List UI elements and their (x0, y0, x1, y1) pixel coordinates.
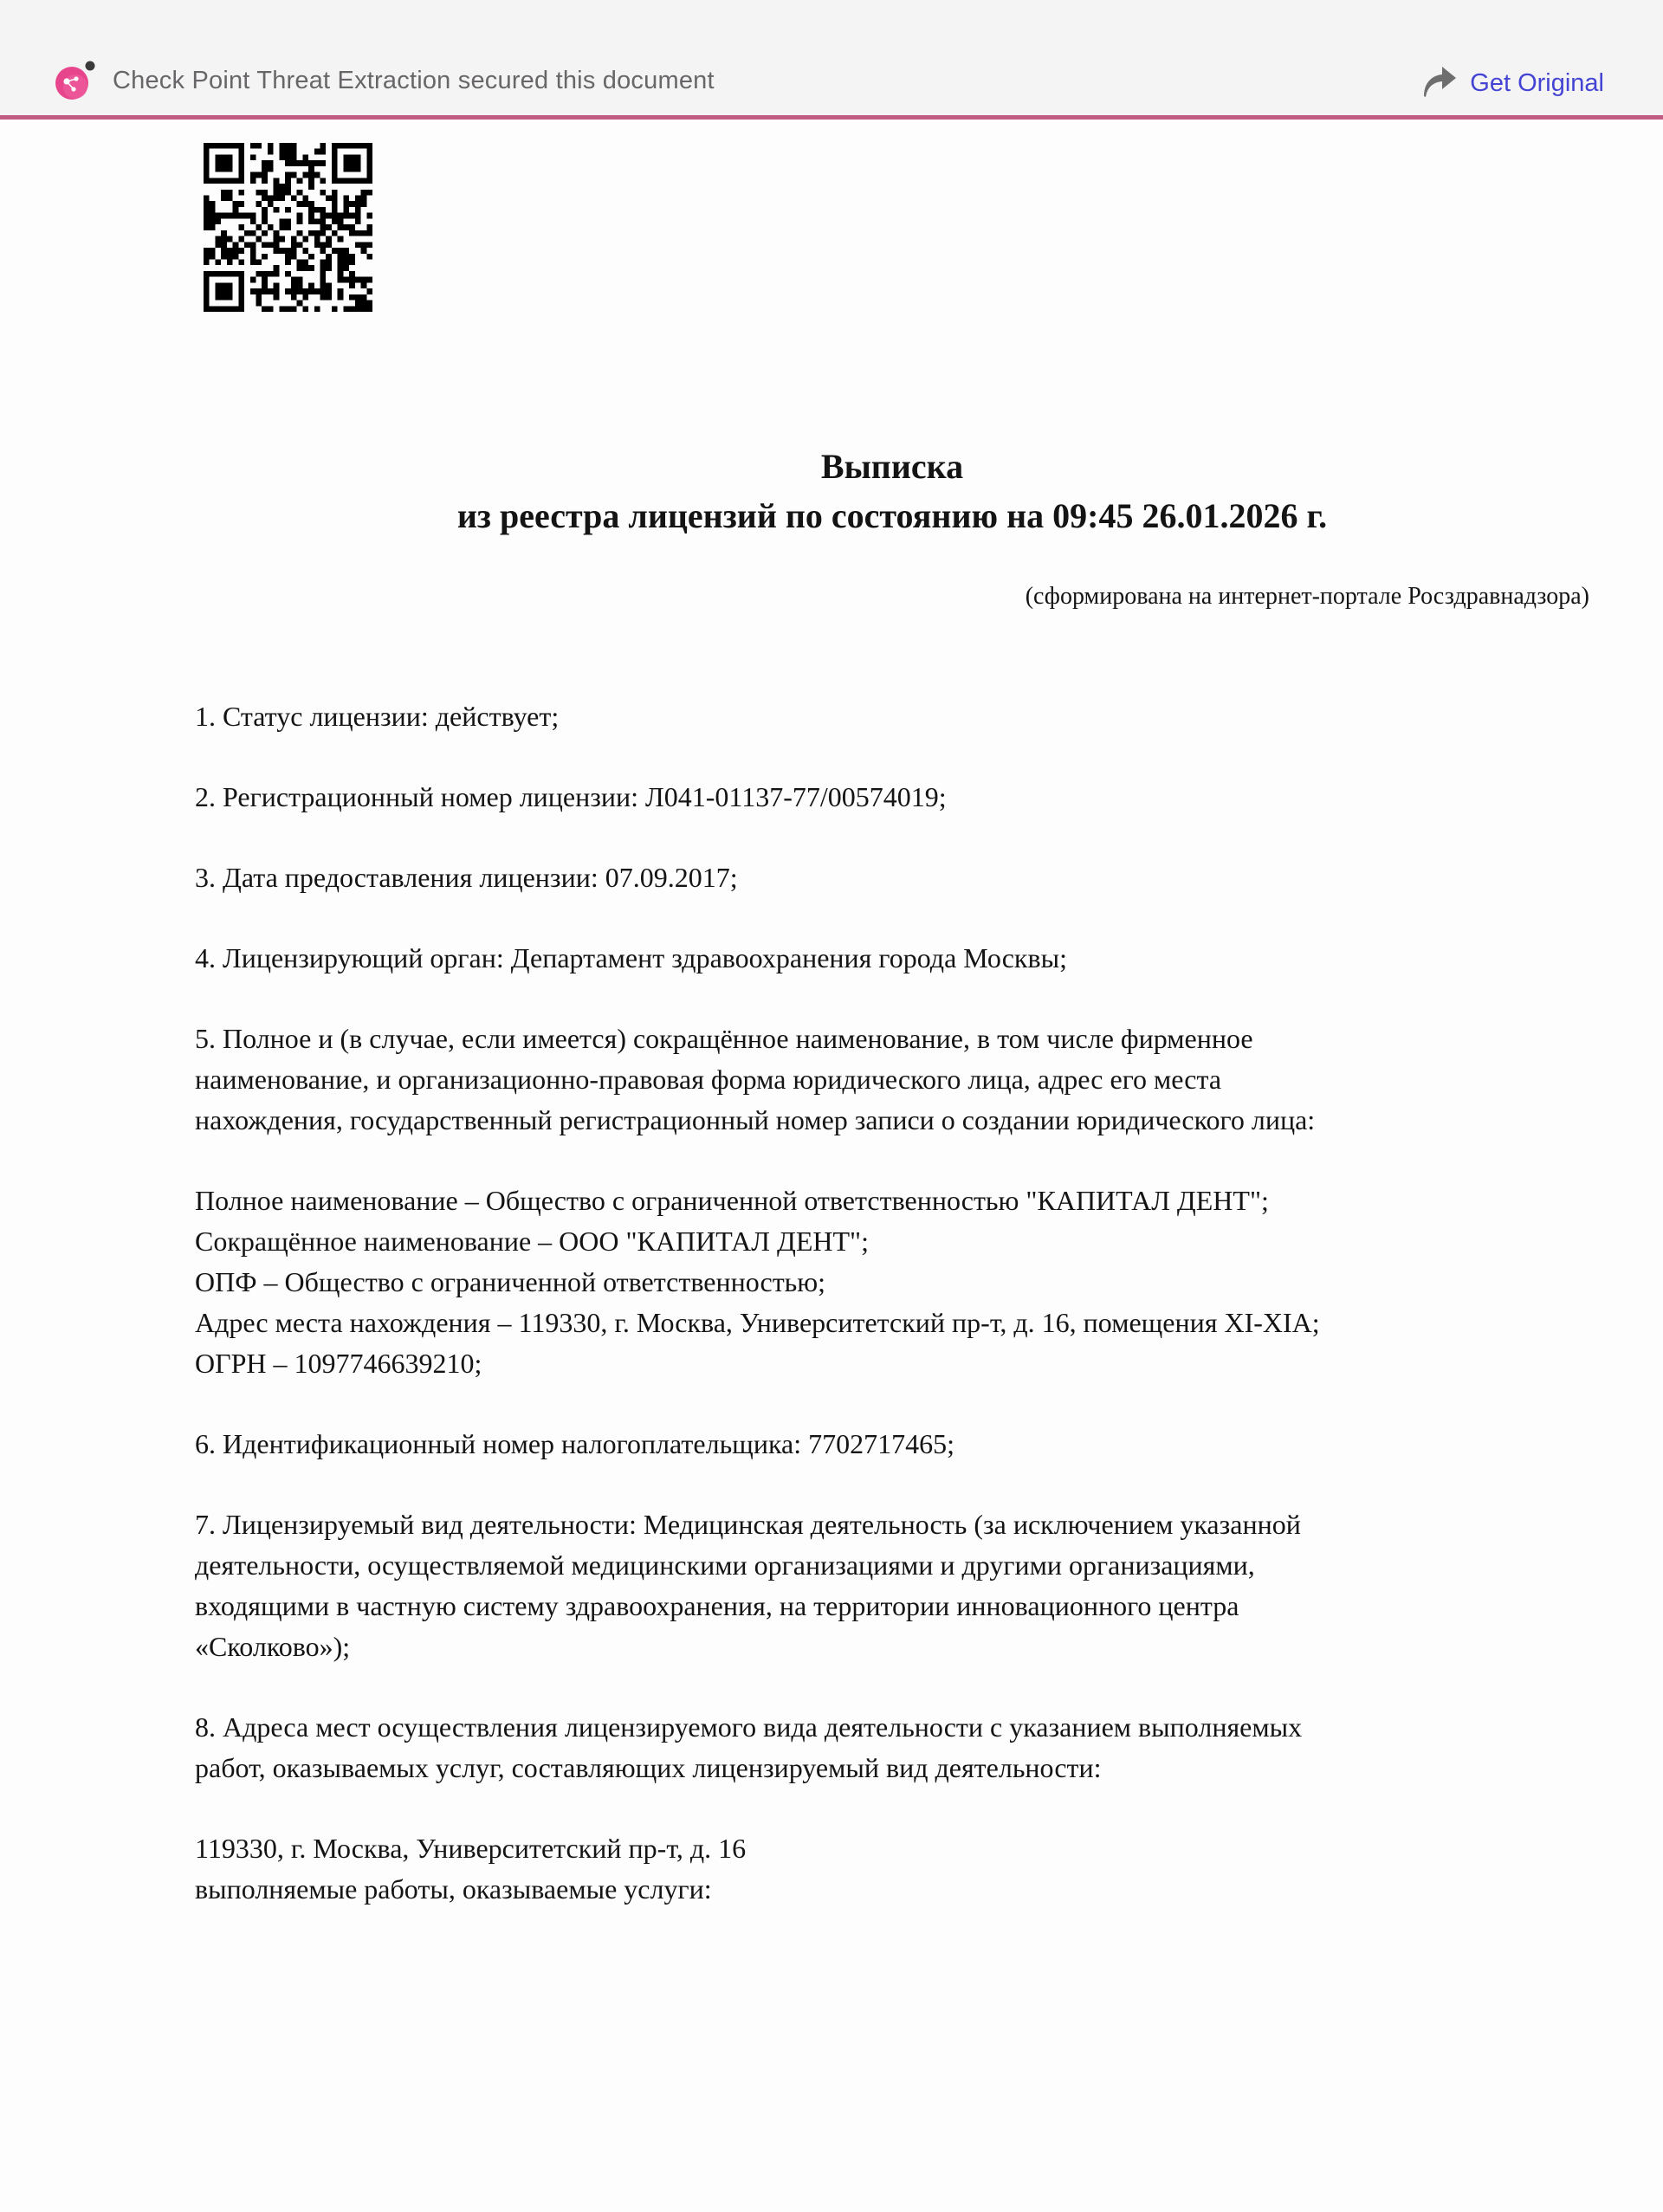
paragraph-line: 3. Дата предоставления лицензии: 07.09.2017; (195, 862, 738, 893)
paragraph-line: Полное наименование – Общество с ограниченной ответственностью "КАПИТАЛ ДЕНТ"; (195, 1185, 1269, 1216)
document-paragraph (195, 1019, 1663, 1141)
paragraph-line: наименование, и организационно-правовая форма юридического лица, адрес его места (195, 1064, 1222, 1095)
paragraph-line: ОПФ – Общество с ограниченной ответственностью; (195, 1266, 826, 1297)
paragraph-line: Сокращённое наименование – ООО "КАПИТАЛ ДЕНТ"; (195, 1226, 869, 1257)
document-paragraph (195, 777, 1663, 818)
paragraph-line: работ, оказываемых услуг, составляющих лицензируемый вид деятельности: (195, 1752, 1102, 1783)
paragraph-line: Адрес места нахождения – 119330, г. Москва, Университетский пр-т, д. 16, помещения XI-XIA; (195, 1307, 1320, 1338)
document-title (195, 442, 1589, 540)
paragraph-line: 7. Лицензируемый вид деятельности: Медицинская деятельность (за исключением указанной (195, 1509, 1301, 1540)
document-title-line1: Выписка (820, 447, 964, 486)
check-point-logo-icon (52, 58, 97, 103)
document-paragraph (195, 938, 1663, 979)
document-paragraph (195, 696, 1663, 737)
paragraph-line: 1. Статус лицензии: действует; (195, 701, 560, 732)
qr-code (204, 143, 372, 312)
get-original-link[interactable] (1420, 64, 1604, 103)
share-arrow-icon (1420, 64, 1458, 103)
paragraph-line: выполняемые работы, оказываемые услуги: (195, 1873, 712, 1905)
paragraph-line: нахождения, государственный регистрационный номер записи о создании юридического лица: (195, 1104, 1316, 1135)
get-original-label: Get Original (1470, 69, 1604, 97)
paragraph-line: входящими в частную систему здравоохранения, на территории инновационного центра (195, 1590, 1239, 1621)
paragraph-line: 2. Регистрационный номер лицензии: Л041-01137-77/00574019; (195, 781, 947, 812)
paragraph-line: ОГРН – 1097746639210; (195, 1348, 482, 1379)
document-paragraph (195, 1424, 1663, 1465)
document-subtitle: (сформирована на интернет-портале Росздравнадзора) (1025, 583, 1589, 610)
paragraph-line: 6. Идентификационный номер налогоплательщика: 7702717465; (195, 1428, 954, 1459)
document-paragraph (195, 857, 1663, 898)
paragraph-line: «Сколково»); (195, 1631, 351, 1662)
document-title-line2: из реестра лицензий по состоянию на 09:45 26.01.2026 г. (456, 496, 1328, 535)
document-paragraph (195, 1180, 1663, 1384)
paragraph-line: 5. Полное и (в случае, если имеется) сокращённое наименование, в том числе фирменное (195, 1023, 1253, 1054)
document-body (195, 696, 1663, 1910)
paragraph-line: деятельности, осуществляемой медицинскими организациями и другими организациями, (195, 1549, 1255, 1581)
paragraph-line: 8. Адреса мест осуществления лицензируемого вида деятельности с указанием выполняемых (195, 1711, 1303, 1743)
banner-message: Check Point Threat Extraction secured this document (113, 66, 715, 94)
document-paragraph (195, 1707, 1663, 1788)
paragraph-line: 4. Лицензирующий орган: Департамент здравоохранения города Москвы; (195, 942, 1067, 973)
document-paragraph (195, 1504, 1663, 1667)
document-paragraph (195, 1828, 1663, 1910)
threat-extraction-banner (0, 0, 1663, 120)
paragraph-line: 119330, г. Москва, Университетский пр-т, д. 16 (195, 1833, 747, 1864)
